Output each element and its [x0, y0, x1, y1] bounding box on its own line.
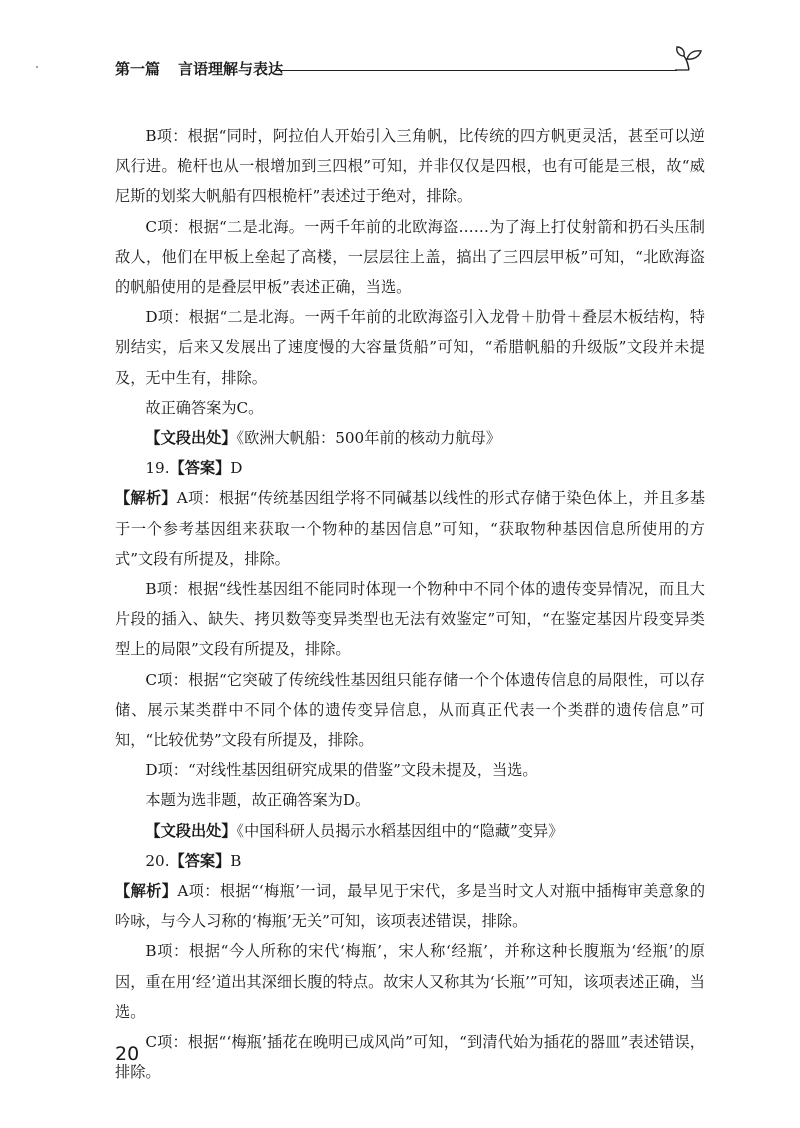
paragraph-19-option-c: C项：根据“它突破了传统线性基因组只能存储一个个体遗传信息的局限性，可以存储、展示某类群中不同个体的遗传变异信息，从而真正代表一个类群的遗传信息”可知，“比较优势”文段有所提及，排除。 — [115, 670, 705, 750]
analysis-text: A项：根据“传统基因组学将不同碱基以线性的形式存储于染色体上，并且多基于一个参考基因组来获取一个物种的基因信息”可知，“获取物种基因信息所使用的方式”文段有所提及，排除。 — [115, 489, 706, 568]
paragraph-19-option-b: B项：根据“线性基因组不能同时体现一个物种中不同个体的遗传变异情况，而且大片段的插入、缺失、拷贝数等变异类型也无法有效鉴定”可知，“在鉴定基因片段变异类型上的局限”文段有所提及，排除。 — [115, 580, 705, 659]
paragraph-answer: 故正确答案为C。 — [145, 398, 264, 417]
paragraph-20-option-b: B项：根据“今人所称的宋代‘梅瓶’，宋人称‘经瓶’，并称这种长腹瓶为‘经瓶’的原因，重在用‘经’道出其深细长腹的特点。故宋人又称其为‘长瓶’”可知，该项表述正确，当选。 — [115, 942, 705, 1021]
analysis-label: 【解析】 — [115, 882, 178, 901]
header-rule — [275, 70, 677, 71]
question-20-answer — [115, 846, 705, 876]
paragraph-option-c: C项：根据“二是北海。一两千年前的北欧海盗……为了海上打仗射箭和扔石头压制敌人，他们在甲板上垒起了高楼，一层层往上盖，搞出了三四层甲板”可知，“北欧海盗的帆船使用的是叠层甲板”表述正确，当选。 — [115, 217, 705, 297]
source-label: 【文段出处】 — [145, 429, 237, 448]
paragraph-19-answer: 本题为选非题，故正确答案为D。 — [145, 791, 371, 810]
source-label: 【文段出处】 — [145, 821, 237, 840]
source-text: 《中国科研人员揭示水稻基因组中的“隐藏”变异》 — [236, 821, 564, 840]
paragraph-20-option-c: C项：根据“‘梅瓶’插花在晚明已成风尚”可知，“到清代始为插花的器皿”表述错误，排除。 — [115, 1033, 705, 1082]
chapter-title — [115, 58, 283, 79]
paragraph-option-d: D项：根据“二是北海。一两千年前的北欧海盗引入龙骨＋肋骨＋叠层木板结构，特别结实，后来又发展出了速度慢的大容量货船”可知，“希腊帆船的升级版”文段并未提及，无中生有，排除。 — [115, 308, 705, 387]
question-number: 19. — [145, 459, 170, 478]
analysis-text: A项：根据“‘梅瓶’一词，最早见于宋代，多是当时文人对瓶中插梅审美意象的吟咏，与今人习称的‘梅瓶’无关”可知，该项表述错误，排除。 — [115, 882, 706, 931]
answer-label: 【答案】 — [169, 459, 231, 478]
answer-label: 【答案】 — [169, 851, 231, 870]
scan-dot — [36, 66, 38, 68]
page-body — [115, 121, 705, 1088]
question-19-answer — [115, 453, 705, 483]
sprout-icon — [674, 42, 704, 72]
source-text: 《欧洲大帆船：500年前的核动力航母》 — [236, 429, 501, 448]
answer-value: B — [230, 851, 242, 870]
analysis-label: 【解析】 — [115, 489, 177, 508]
question-20-analysis — [115, 876, 705, 936]
question-19-analysis — [115, 483, 705, 574]
chapter-part: 第一篇 — [115, 60, 161, 78]
chapter-name: 言语理解与表达 — [178, 60, 284, 78]
paragraph-source — [115, 423, 705, 453]
paragraph-19-option-d: D项：“对线性基因组研究成果的借鉴”文段未提及，当选。 — [145, 761, 538, 780]
page-number: 20 — [115, 1043, 140, 1065]
paragraph-option-b: B项：根据“同时，阿拉伯人开始引入三角帆，比传统的四方帆更灵活，甚至可以逆风行进。桅杆也从一根增加到三四根”可知，并非仅仅是四根，也有可能是三根，故“威尼斯的划桨大帆船有四根桅杆”表述过于绝对，排除。 — [115, 127, 705, 206]
page-header — [0, 0, 800, 90]
answer-value: D — [230, 459, 243, 478]
paragraph-19-source — [115, 816, 705, 846]
question-number: 20. — [145, 851, 170, 870]
